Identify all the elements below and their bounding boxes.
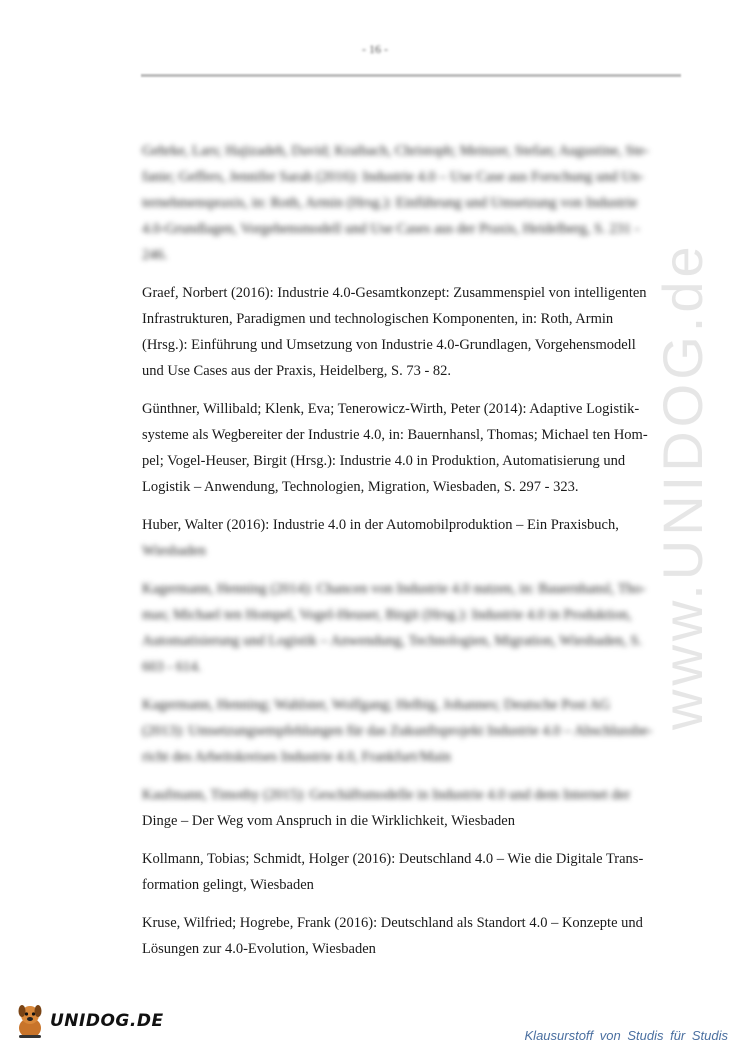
reference-line: Dinge – Der Weg vom Anspruch in die Wirklichkeit, Wiesbaden (142, 813, 515, 829)
reference-line: Kaufmann, Timothy (2015): Geschäftsmodelle in Industrie 4.0 und dem Internet der (142, 787, 631, 803)
reference-line: fanie; Geffers, Jennifer Sarah (2016): Industrie 4.0 – Use Case aus Forschung und Un- (142, 169, 644, 185)
page-number: - 16 - (362, 42, 388, 56)
reference-line: ternehmenspraxis, in: Roth, Armin (Hrsg.): Einführung und Umsetzung von Industrie (142, 195, 638, 211)
reference-entry (142, 576, 672, 680)
reference-line: Kruse, Wilfried; Hogrebe, Frank (2016): Deutschland als Standort 4.0 – Konzepte und (142, 915, 643, 931)
reference-line: 603 - 614. (142, 659, 202, 675)
reference-entry (142, 782, 672, 834)
logo-text: UNIDOG.DE (50, 1011, 164, 1031)
reference-line: Graef, Norbert (2016): Industrie 4.0-Gesamtkonzept: Zusammenspiel von intelligenten (142, 285, 647, 301)
reference-entry (142, 692, 672, 770)
reference-entry (142, 138, 672, 268)
reference-entry (142, 280, 672, 384)
reference-entry (142, 512, 672, 564)
reference-line: Infrastrukturen, Paradigmen und technologischen Komponenten, in: Roth, Armin (142, 311, 614, 327)
reference-line: (2013): Umsetzungsempfehlungen für das Zukunftsprojekt Industrie 4.0 – Abschlussbe- (142, 723, 653, 739)
dog-mascot-icon (14, 1002, 46, 1040)
reference-line: richt des Arbeitskreises Industrie 4.0, Frankfurt/Main (142, 749, 451, 765)
footer-logo (14, 996, 164, 1046)
reference-line: Logistik – Anwendung, Technologien, Migration, Wiesbaden, S. 297 - 323. (142, 479, 579, 495)
reference-line: formation gelingt, Wiesbaden (142, 877, 314, 893)
reference-line: systeme als Wegbereiter der Industrie 4.0, in: Bauernhansl, Thomas; Michael ten Hom- (142, 427, 648, 443)
reference-line: (Hrsg.): Einführung und Umsetzung von Industrie 4.0-Grundlagen, Vorgehensmodell (142, 337, 636, 353)
reference-line: Kagermann, Henning; Wahlster, Wolfgang; Helbig, Johannes; Deutsche Post AG (142, 697, 611, 713)
watermark: www.UNIDOG.de (651, 242, 714, 730)
reference-line: 246. (142, 247, 168, 263)
reference-line: pel; Vogel-Heuser, Birgit (Hrsg.): Industrie 4.0 in Produktion, Automatisierung und (142, 453, 626, 469)
reference-line: Huber, Walter (2016): Industrie 4.0 in der Automobilproduktion – Ein Praxisbuch, (142, 517, 619, 533)
footer-tagline: Klausurstoff von Studis für Studis (524, 1028, 728, 1043)
reference-line: Automatisierung und Logistik – Anwendung, Technologien, Migration, Wiesbaden, S. (142, 633, 643, 649)
reference-list (142, 138, 672, 974)
reference-line: Kollmann, Tobias; Schmidt, Holger (2016): Deutschland 4.0 – Wie die Digitale Trans- (142, 851, 644, 867)
reference-line: 4.0-Grundlagen, Vorgehensmodell und Use Cases aus der Praxis, Heidelberg, S. 231 - (142, 221, 640, 237)
reference-line: und Use Cases aus der Praxis, Heidelberg, S. 73 - 82. (142, 363, 452, 379)
header-rule (141, 74, 681, 77)
reference-line: Günthner, Willibald; Klenk, Eva; Tenerowicz-Wirth, Peter (2014): Adaptive Logistik- (142, 401, 640, 417)
reference-line: Gehrke, Lars; Hajizadeh, David; Kraibach, Christoph; Meinzer, Stefan; Augustine, Ste- (142, 143, 649, 159)
reference-entry (142, 396, 672, 500)
reference-line: Wiesbaden (142, 543, 206, 559)
reference-line: mas; Michael ten Hompel, Vogel-Heuser, Birgit (Hrsg.): Industrie 4.0 in Produktion, (142, 607, 632, 623)
reference-line: Kagermann, Henning (2014): Chancen von Industrie 4.0 nutzen, in: Bauernhansl, Tho- (142, 581, 646, 597)
reference-entry (142, 910, 672, 962)
reference-line: Lösungen zur 4.0-Evolution, Wiesbaden (142, 941, 376, 957)
reference-entry (142, 846, 672, 898)
